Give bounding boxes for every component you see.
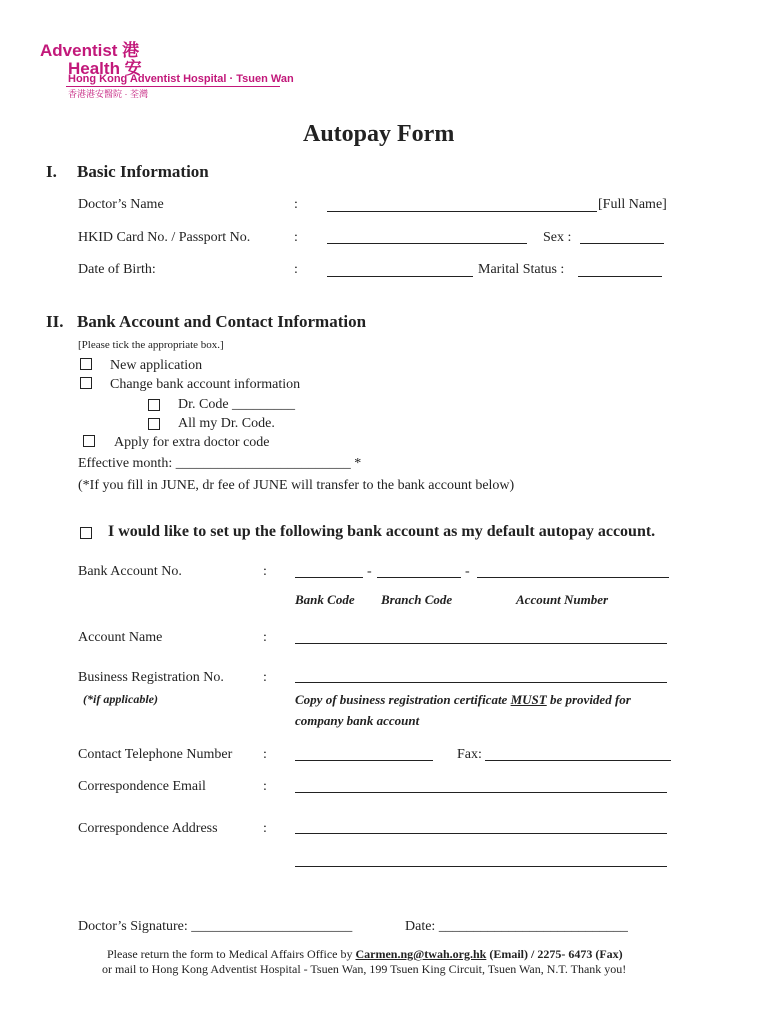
section-1-heading: Basic Information <box>77 162 209 181</box>
dob-label: Date of Birth: <box>78 262 156 277</box>
dob-field[interactable] <box>327 276 473 277</box>
telephone-label: Contact Telephone Number <box>78 747 233 762</box>
br-copy-note-line-2: company bank account <box>295 713 420 728</box>
doctor-name-field[interactable] <box>327 211 597 212</box>
dash: - <box>367 564 372 579</box>
section-1-numeral: I. <box>46 162 57 181</box>
section-2-heading: Bank Account and Contact Information <box>77 312 367 331</box>
section-2-numeral: II. <box>46 312 64 331</box>
logo-line-3: Hong Kong Adventist Hospital · Tsuen Wan <box>68 73 294 85</box>
colon: : <box>263 779 267 794</box>
br-copy-note-must: MUST <box>510 692 547 707</box>
full-name-hint: [Full Name] <box>598 197 667 212</box>
footer-text: Please return the form to Medical Affairs Office by <box>107 947 356 961</box>
br-copy-note <box>295 692 631 708</box>
default-account-label: I would like to set up the following bank account as my default autopay account. <box>108 523 656 540</box>
colon: : <box>263 747 267 762</box>
page-title: Autopay Form <box>303 121 455 147</box>
sex-label: Sex : <box>543 230 572 245</box>
colon: : <box>263 564 267 579</box>
business-registration-field[interactable] <box>295 682 667 683</box>
address-field-line-1[interactable] <box>295 833 667 834</box>
default-account-checkbox[interactable] <box>80 527 92 539</box>
bank-code-caption: Bank Code <box>295 592 355 607</box>
new-application-label: New application <box>110 358 203 373</box>
logo-line-4: 香港港安醫院 · 荃灣 <box>68 89 148 99</box>
branch-code-caption: Branch Code <box>381 592 453 607</box>
br-copy-note-part-2: be provided for <box>546 692 631 707</box>
contact-email-link[interactable]: Carmen.ng@twah.org.hk <box>355 947 487 961</box>
footer-fax: (Email) / 2275- 6473 (Fax) <box>486 947 623 961</box>
colon: : <box>263 670 267 685</box>
telephone-field[interactable] <box>295 760 433 761</box>
signature-label: Doctor’s Signature: _______________________ <box>78 919 353 934</box>
address-field-line-2[interactable] <box>295 866 667 867</box>
address-label: Correspondence Address <box>78 821 218 836</box>
change-bank-label: Change bank account information <box>110 377 301 392</box>
colon: : <box>294 262 298 277</box>
account-number-field[interactable] <box>477 577 669 578</box>
bank-code-field[interactable] <box>295 577 363 578</box>
sex-field[interactable] <box>580 243 664 244</box>
account-name-label: Account Name <box>78 630 163 645</box>
doctor-name-label: Doctor’s Name <box>78 197 164 212</box>
footer-line-1 <box>107 947 623 962</box>
change-bank-checkbox[interactable] <box>80 377 92 389</box>
email-field[interactable] <box>295 792 667 793</box>
dr-code-checkbox[interactable] <box>148 399 160 411</box>
colon: : <box>263 630 267 645</box>
account-number-caption: Account Number <box>516 592 609 607</box>
date-label: Date: ___________________________ <box>405 919 628 934</box>
business-registration-label: Business Registration No. <box>78 670 224 685</box>
logo-line-1: Adventist 港 <box>40 41 140 60</box>
fax-label: Fax: <box>457 747 482 762</box>
june-note: (*If you fill in JUNE, dr fee of JUNE will transfer to the bank account below) <box>78 478 515 493</box>
tick-hint: [Please tick the appropriate box.] <box>78 339 224 351</box>
colon: : <box>263 821 267 836</box>
marital-status-label: Marital Status : <box>478 262 565 277</box>
fax-field[interactable] <box>485 760 671 761</box>
dr-code-label: Dr. Code _________ <box>178 397 296 412</box>
new-application-checkbox[interactable] <box>80 358 92 370</box>
branch-code-field[interactable] <box>377 577 461 578</box>
extra-doctor-code-label: Apply for extra doctor code <box>114 435 270 450</box>
extra-doctor-code-checkbox[interactable] <box>83 435 95 447</box>
all-dr-code-checkbox[interactable] <box>148 418 160 430</box>
all-dr-code-label: All my Dr. Code. <box>178 416 275 431</box>
logo-divider <box>66 86 280 87</box>
hkid-field[interactable] <box>327 243 527 244</box>
colon: : <box>294 197 298 212</box>
br-copy-note-part-1: Copy of business registration certificate <box>295 692 511 707</box>
colon: : <box>294 230 298 245</box>
effective-month-label: Effective month: _________________________ * <box>78 456 362 471</box>
dash: - <box>465 564 470 579</box>
email-label: Correspondence Email <box>78 779 206 794</box>
marital-status-field[interactable] <box>578 276 662 277</box>
account-name-field[interactable] <box>295 643 667 644</box>
logo-line-2: Health 安 <box>68 59 142 78</box>
bank-account-label: Bank Account No. <box>78 564 182 579</box>
hkid-label: HKID Card No. / Passport No. <box>78 230 251 245</box>
if-applicable-note: (*if applicable) <box>83 692 158 706</box>
footer-line-2: or mail to Hong Kong Adventist Hospital - Tsuen Wan, 199 Tsuen King Circuit, Tsuen Wan, N.T. Thank you! <box>102 962 627 976</box>
